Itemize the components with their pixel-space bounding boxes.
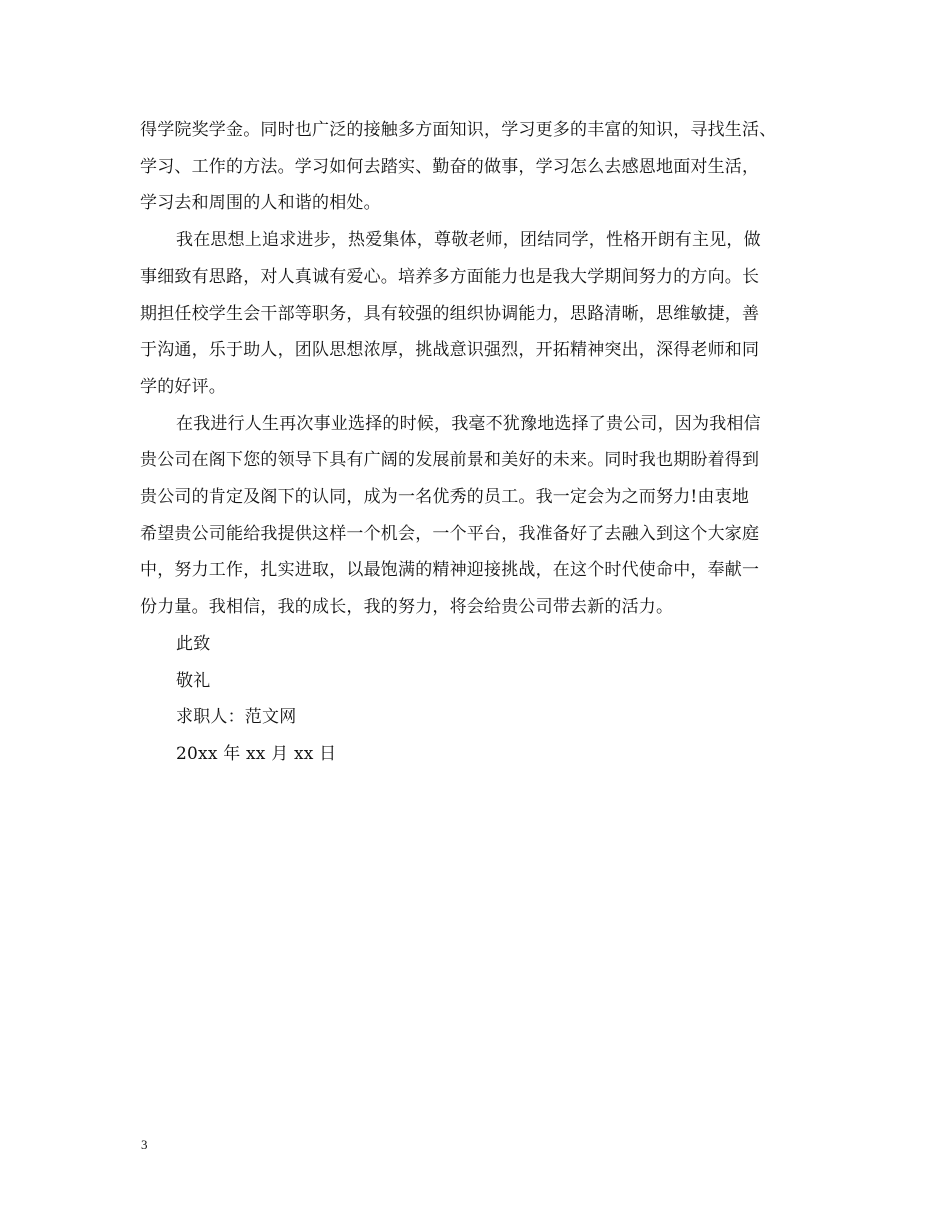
paragraph-3-line-5: 中，努力工作，扎实进取，以最饱满的精神迎接挑战，在这个时代使命中，奉献一 [140,560,760,581]
paragraph-3-line-6: 份力量。我相信，我的成长，我的努力，将会给贵公司带去新的活力。 [140,597,674,618]
closing-salutation: 此致 [176,633,211,654]
paragraph-3 [140,406,820,626]
paragraph-3-line-1: 在我进行人生再次事业选择的时候，我毫不犹豫地选择了贵公司，因为我相信 [176,413,761,434]
paragraph-1 [140,112,820,222]
paragraph-3-line-4: 希望贵公司能给我提供这样一个机会，一个平台，我准备好了去融入到这个大家庭 [140,523,760,544]
letter-body [140,112,820,773]
paragraph-2-line-5: 学的好评。 [140,376,226,397]
paragraph-2 [140,222,820,406]
paragraph-2-line-1: 我在思想上追求进步，热爱集体，尊敬老师，团结同学，性格开朗有主见，做 [176,230,761,251]
paragraph-3-line-2: 贵公司在阁下您的领导下具有广阔的发展前景和美好的未来。同时我也期盼着得到 [140,450,760,471]
paragraph-1-line-2: 学习、工作的方法。学习如何去踏实、勤奋的做事，学习怎么去感恩地面对生活， [140,156,760,177]
applicant-signature: 求职人：范文网 [176,707,297,728]
paragraph-1-line-1: 得学院奖学金。同时也广泛的接触多方面知识，学习更多的丰富的知识，寻找生活、 [140,120,777,140]
closing-block [140,626,820,773]
paragraph-1-line-3: 学习去和周围的人和谐的相处。 [140,193,381,214]
paragraph-3-line-3: 贵公司的肯定及阁下的认同，成为一名优秀的员工。我一定会为之而努力!由衷地 [140,487,750,508]
letter-date: 20xx 年 xx 月 xx 日 [176,743,337,764]
closing-regards: 敬礼 [176,670,211,691]
paragraph-2-line-2: 事细致有思路，对人真诚有爱心。培养多方面能力也是我大学期间努力的方向。长 [140,266,760,287]
paragraph-2-line-3: 期担任校学生会干部等职务，具有较强的组织协调能力，思路清晰，思维敏捷，善 [140,303,760,324]
paragraph-2-line-4: 于沟通，乐于助人，团队思想浓厚，挑战意识强烈，开拓精神突出，深得老师和同 [140,340,760,361]
page-number: 3 [141,1137,148,1152]
